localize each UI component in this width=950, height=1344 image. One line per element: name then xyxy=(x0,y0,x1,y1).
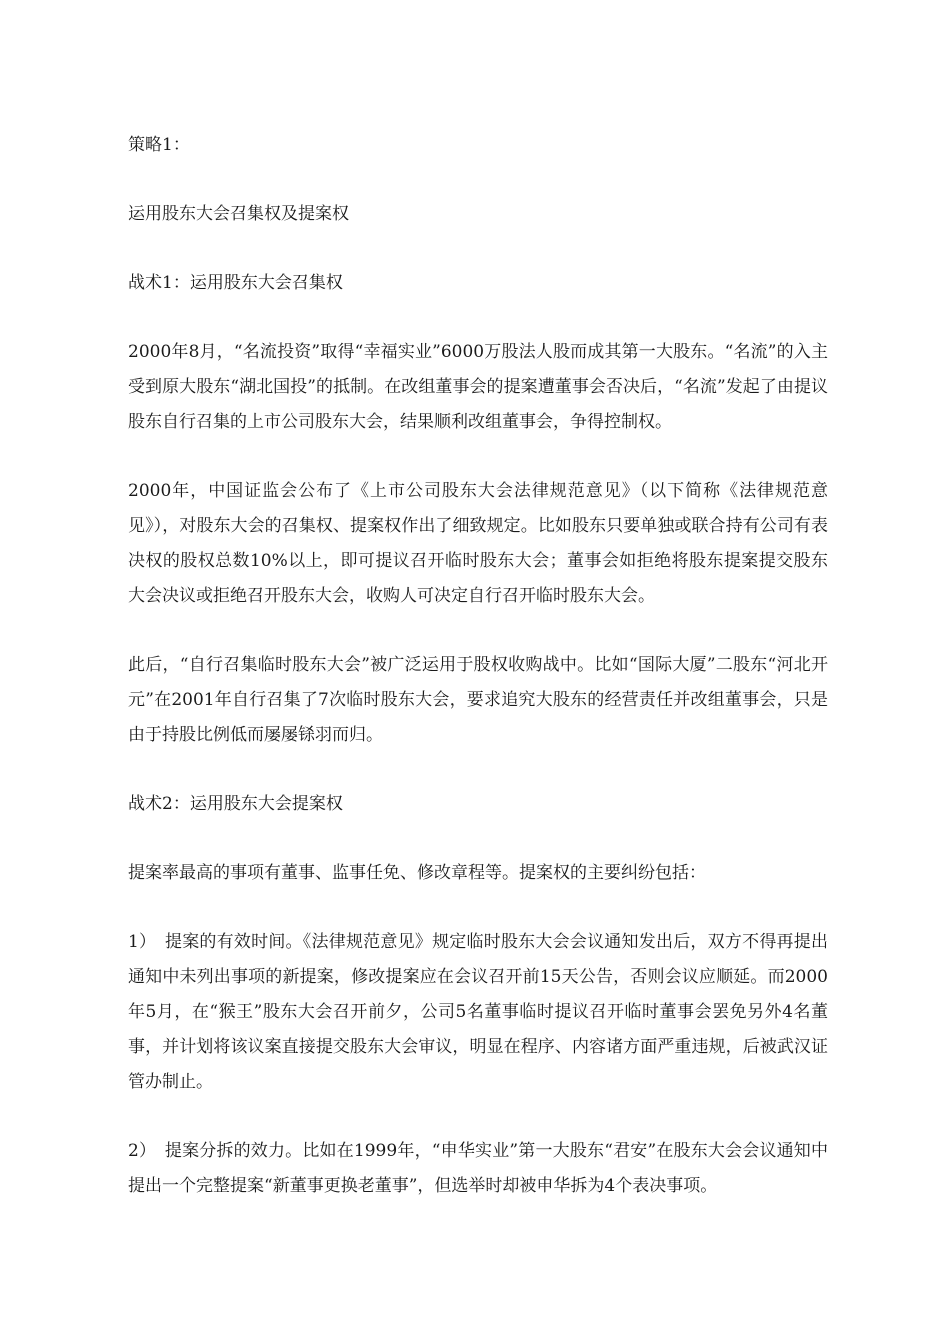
list-item-proposal-timing: 1） 提案的有效时间。《法律规范意见》规定临时股东大会会议通知发出后，双方不得再提出通知中未列出事项的新提案，修改提案应在会议召开前15天公告，否则会议应顺延。而2000年5月，在“猴王”股东大会召开前夕，公司5名董事临时提议召开临时董事会罢免另外4名董事，并计划将该议案直接提交股东大会审议，明显在程序、内容诸方面严重违规，后被武汉证管办制止。 xyxy=(128,932,828,1092)
heading-strategy-title: 运用股东大会召集权及提案权 xyxy=(128,204,349,224)
heading-strategy-1: 策略1： xyxy=(128,135,190,155)
heading-tactic-1: 战术1：运用股东大会召集权 xyxy=(128,273,343,293)
paragraph-self-convened-meetings: 此后，“自行召集临时股东大会”被广泛运用于股权收购战中。比如“国际大厦”二股东“河北开元”在2001年自行召集了7次临时股东大会，要求追究大股东的经营责任并改组董事会，只是由于持股比例低而屡屡铩羽而归。 xyxy=(128,655,828,745)
document-body xyxy=(128,128,828,1204)
paragraph-proposal-matters: 提案率最高的事项有董事、监事任免、修改章程等。提案权的主要纠纷包括： xyxy=(128,863,706,883)
list-item-proposal-splitting: 2） 提案分拆的效力。比如在1999年，“申华实业”第一大股东“君安”在股东大会会议通知中提出一个完整提案“新董事更换老董事”，但选举时却被申华拆为4个表决事项。 xyxy=(128,1141,828,1196)
heading-tactic-2: 战术2：运用股东大会提案权 xyxy=(128,794,343,814)
paragraph-mingliu-case: 2000年8月，“名流投资”取得“幸福实业”6000万股法人股而成其第一大股东。“名流”的入主受到原大股东“湖北国投”的抵制。在改组董事会的提案遭董事会否决后，“名流”发起了由提议股东自行召集的上市公司股东大会，结果顺利改组董事会，争得控制权。 xyxy=(128,342,828,432)
paragraph-csrc-rules: 2000年，中国证监会公布了《上市公司股东大会法律规范意见》（以下简称《法律规范意见》），对股东大会的召集权、提案权作出了细致规定。比如股东只要单独或联合持有公司有表决权的股权总数10%以上，即可提议召开临时股东大会；董事会如拒绝将股东提案提交股东大会决议或拒绝召开股东大会，收购人可决定自行召开临时股东大会。 xyxy=(128,481,828,606)
